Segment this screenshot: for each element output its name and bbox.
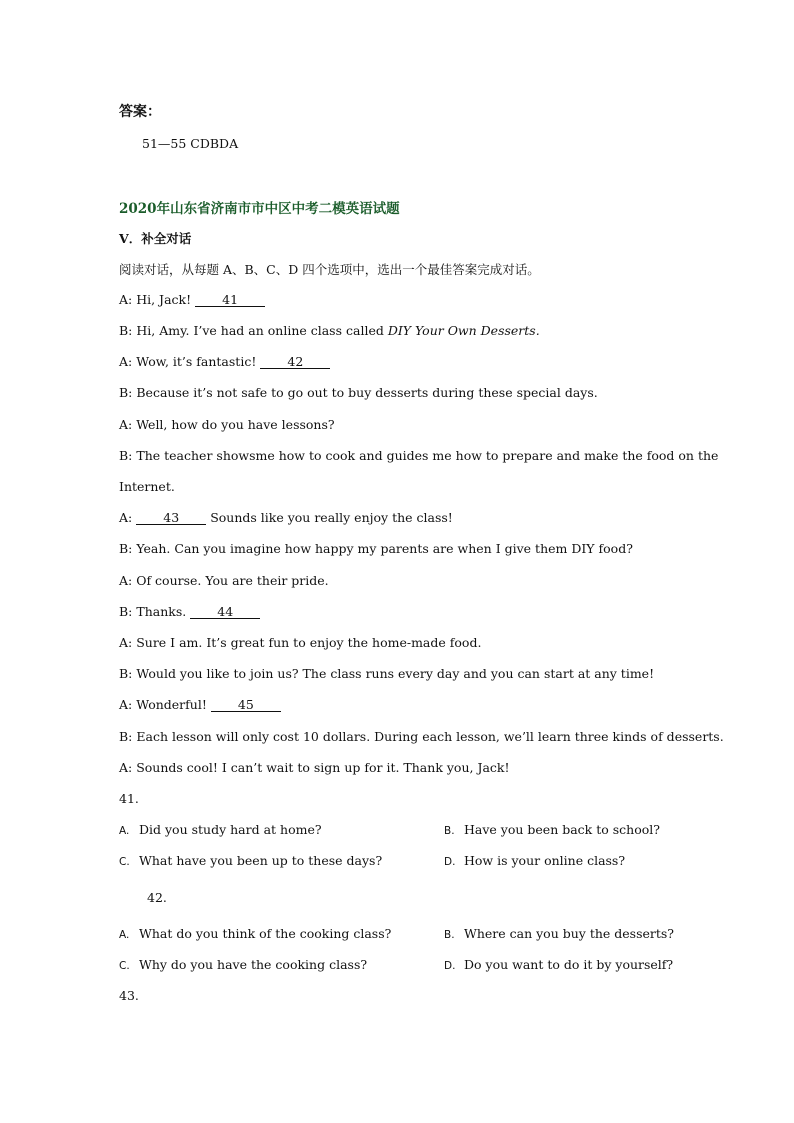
option-a[interactable]: A. Did you study hard at home? [119,822,322,837]
dialogue-line: A: Well, how do you have lessons? [119,417,335,432]
dialogue-line: A: 43 Sounds like you really enjoy the class! [119,510,453,525]
dialogue-line: B: Thanks. 44 [119,604,260,619]
class-name: DIY Your Own Desserts. [387,323,540,338]
question-number: 43. [119,988,139,1003]
dialogue-line: A: Wonderful! 45 [119,697,281,712]
option-d[interactable]: D. How is your online class? [444,853,626,868]
dialogue-line: B: Yeah. Can you imagine how happy my parents are when I give them DIY food? [119,541,633,556]
dialogue-line: B: Because it’s not safe to go out to buy desserts during these special days. [119,385,598,400]
answer-blank-43: 43 [136,511,206,525]
dialogue-line: B: Hi, Amy. I’ve had an online class called DIY Your Own Desserts. [119,323,540,338]
answer-text: 51—55 CDBDA [142,136,239,151]
dialogue-line: Internet. [119,479,175,494]
section-instruction: 阅读对话，从每题 A、B、C、D 四个选项中，选出一个最佳答案完成对话。 [119,262,540,277]
question-number: 41. [119,791,139,806]
dialogue-line: A: Sure I am. It’s great fun to enjoy the home-made food. [119,635,482,650]
exam-title: 2020年山东省济南市市中区中考二模英语试题 [119,201,400,217]
option-b[interactable]: B. Have you been back to school? [444,822,660,837]
dialogue-line: A: Wow, it’s fantastic! 42 [119,354,330,369]
option-b[interactable]: B. Where can you buy the desserts? [444,926,675,941]
dialogue-line: A: Sounds cool! I can’t wait to sign up for it. Thank you, Jack! [119,760,510,775]
dialogue-line: B: Would you like to join us? The class runs every day and you can start at any time! [119,666,655,681]
option-c[interactable]: C. Why do you have the cooking class? [119,957,368,972]
dialogue-line: B: Each lesson will only cost 10 dollars. During each lesson, we’ll learn three kinds of desserts. [119,729,724,744]
option-a[interactable]: A. What do you think of the cooking class? [119,926,392,941]
answer-blank-44: 44 [190,605,260,619]
option-d[interactable]: D. Do you want to do it by yourself? [444,957,674,972]
answer-blank-45: 45 [211,698,281,712]
option-c[interactable]: C. What have you been up to these days? [119,853,383,868]
answer-blank-41: 41 [195,293,265,307]
dialogue-line: B: The teacher showsme how to cook and guides me how to prepare and make the food on the [119,448,719,463]
dialogue-line: A: Of course. You are their pride. [119,573,329,588]
question-number: 42. [147,890,167,905]
answer-heading: 答案： [119,104,161,120]
answer-blank-42: 42 [260,355,330,369]
section-title: V．补全对话 [119,231,192,246]
dialogue-line: A: Hi, Jack! 41 [119,292,265,307]
